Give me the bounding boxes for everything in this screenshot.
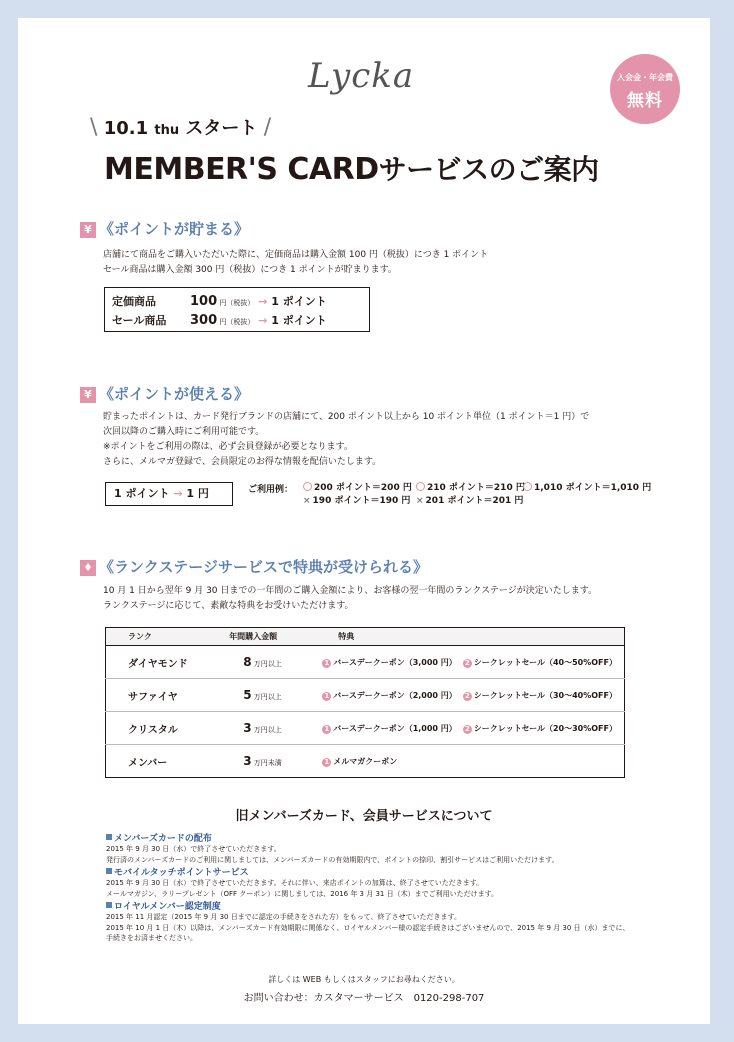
arrow-right-icon: →: [258, 314, 268, 327]
rate-amount: 100: [190, 294, 218, 309]
rank-table: [105, 627, 625, 778]
number-2-icon: 2: [463, 659, 472, 668]
section-heading-rank: [80, 556, 428, 577]
old-sub-heading-text: メンバーズカードの配布: [114, 834, 212, 844]
old-card-section: [106, 831, 630, 944]
number-1-icon: 1: [322, 692, 331, 701]
use-example-ng-2: [416, 493, 523, 506]
table-row: [106, 679, 625, 712]
old-text-line: 発行済のメンバーズカードのご利用に関しましては、メンバーズカードの有効期限内で、ポイントの捺印、割引サービスはご利用いただけます。: [106, 855, 559, 864]
rank-name: クリスタル: [106, 712, 214, 745]
old-sub-heading-text: ロイヤルメンバー認定制度: [114, 902, 221, 912]
use-line-3: ※ポイントをご利用の際は、必ず会員登録が必要となります。: [103, 442, 353, 452]
benefit-text: シークレットセール（20～30%OFF）: [473, 723, 617, 733]
use-example-ok-1: [303, 480, 412, 493]
footer-contact: お問い合わせ：カスタマーサービス 0120-298-707: [243, 993, 485, 1004]
rate-result: 1 ポイント: [271, 295, 327, 308]
benefit-text: シークレットセール（30～40%OFF）: [473, 690, 617, 700]
rank-name: メンバー: [128, 757, 168, 769]
free-badge: [610, 54, 680, 124]
old-text-line: 2015 年 11 月認定（2015 年 9 月 30 日までに認定の手続きをされた方）をもって、終了させていただきます。: [106, 913, 461, 921]
slash-left-decoration: \: [90, 115, 98, 140]
rate-label: セール商品: [112, 314, 167, 327]
old-text-line: 2015 年 9 月 30 日（水）で終了させていただきます。それに伴い、来店ポイントの加算は、終了させていただきます。: [106, 879, 484, 887]
section-heading-use-text: 《ポイントが使える》: [99, 385, 250, 403]
rank-benefits: [308, 646, 624, 679]
number-1-icon: 1: [322, 758, 331, 767]
arrow-right-icon: →: [258, 295, 268, 308]
rank-line-2: ランクステージに応じて、素敵な特典をお受けいただけます。: [103, 601, 354, 611]
square-bullet-icon: [106, 834, 112, 840]
rate-unit: 円（税抜）: [217, 299, 255, 307]
rank-amount-value: 3: [243, 721, 252, 735]
use-examples-label: ご利用例：: [248, 485, 294, 495]
circle-icon: [523, 482, 532, 491]
benefit-text: シークレットセール（40～50%OFF）: [473, 657, 617, 667]
page-title: [104, 148, 599, 188]
section-heading-use: [80, 383, 249, 404]
yen-icon: ¥: [80, 222, 96, 238]
rank-amount: [213, 679, 308, 712]
rank-amount-value: 8: [243, 655, 252, 669]
rank-amount-unit: 万円以上: [251, 660, 282, 668]
old-sub-heading-text: モバイルタッチポイントサービス: [114, 868, 249, 878]
circle-icon: [416, 482, 425, 491]
rank-amount: [213, 745, 308, 778]
old-card-heading: 旧メンバーズカード、会員サービスについて: [235, 809, 493, 824]
rank-name: ダイヤモンド: [106, 646, 214, 679]
benefit-text: バースデークーポン（1,000 円）: [333, 723, 457, 733]
slash-right-decoration: /: [263, 115, 272, 140]
rank-name: サファイヤ: [106, 679, 214, 712]
square-bullet-icon: [106, 868, 112, 874]
use-example-ok-3: [523, 480, 651, 493]
badge-main-text: 無料: [627, 91, 663, 111]
rank-line-1: 10 月 1 日から翌年 9 月 30 日までの一年間のご購入金額により、お客様の翌一年間のランクステージが決定いたします。: [103, 586, 598, 596]
cross-icon: ×: [303, 496, 311, 506]
section-heading-earn: [80, 218, 249, 239]
rank-amount: [213, 646, 308, 679]
earn-rate-sale: [112, 312, 327, 328]
use-example-text: 1,010 ポイント＝1,010 円: [534, 483, 652, 493]
old-sub-heading: [106, 865, 630, 878]
cross-icon: ×: [416, 496, 424, 506]
rank-benefits: [308, 745, 624, 778]
square-bullet-icon: [106, 902, 112, 908]
use-example-text: 210 ポイント＝210 円: [427, 483, 525, 493]
rank-description: [103, 584, 597, 614]
old-text-line: 2015 年 10 月 1 日（木）以降は、メンバーズカード有効期限に関係なく、ロイヤルメンバー様の認定手続きはございませんので、2015 年 9 月 30 日（水）までに、: [106, 923, 630, 932]
old-text-line: 手続きをお済ませください。: [106, 934, 197, 942]
rank-amount: [213, 712, 308, 745]
rank-amount-value: 3: [243, 754, 252, 768]
rank-amount-value: 5: [243, 688, 252, 702]
start-date: [90, 114, 271, 140]
section-heading-rank-text: 《ランクステージサービスで特典が受けられる》: [99, 558, 428, 576]
rank-amount-unit: 万円以上: [251, 726, 282, 734]
rate-result: 1 ポイント: [271, 314, 327, 327]
arrow-right-icon: →: [173, 487, 183, 500]
number-1-icon: 1: [322, 725, 331, 734]
table-row: [106, 646, 625, 679]
use-rate-right: 1 円: [186, 487, 209, 500]
number-1-icon: 1: [322, 659, 331, 668]
old-text-line: メールマガジン、ラリープレゼント（OFF クーポン）に関しましては、2016 年 3 月 31 日（木）までご利用いただけます。: [106, 889, 499, 898]
use-example-ok-2: [416, 480, 525, 493]
use-rate-box: [105, 482, 233, 506]
use-line-2: 次回以降のご購入時にご利用可能です。: [103, 427, 265, 437]
badge-subtext: 入会金・年会費: [617, 73, 673, 82]
rank-amount-unit: 万円未満: [251, 759, 282, 767]
start-label: スタート: [185, 118, 258, 139]
old-sub-heading: [106, 899, 630, 912]
circle-icon: [303, 482, 312, 491]
table-row: [106, 745, 625, 778]
use-rate-left: 1 ポイント: [114, 487, 170, 500]
earn-line-2: セール商品は購入金額 300 円（税抜）につき 1 ポイントが貯まります。: [103, 265, 397, 275]
col-header-amount: 年間購入金額: [213, 628, 308, 646]
benefit-text: メルマガクーポン: [333, 756, 398, 766]
old-sub-heading: [106, 831, 630, 844]
gift-icon: ♦: [80, 560, 96, 576]
use-example-text: 201 ポイント＝201 円: [425, 496, 524, 506]
benefit-text: バースデークーポン（3,000 円）: [333, 657, 457, 667]
rank-benefits: [308, 679, 624, 712]
flyer-page: [18, 18, 710, 1024]
brand-logo: Lycka: [308, 56, 415, 96]
earn-line-1: 店舗にて商品をご購入いただいた際に、定価商品は購入金額 100 円（税抜）につき 1 ポイント: [103, 250, 489, 260]
use-example-text: 190 ポイント＝190 円: [312, 496, 411, 506]
col-header-benefit: 特典: [308, 628, 624, 646]
use-description: [103, 410, 589, 470]
col-header-rank: ランク: [106, 628, 214, 646]
number-2-icon: 2: [463, 725, 472, 734]
page-title-en: MEMBER'S CARD: [104, 152, 379, 187]
use-example-text: 200 ポイント＝200 円: [314, 483, 412, 493]
footer-note: 詳しくは WEB もしくはスタッフにお尋ねください。: [268, 975, 460, 984]
rank-table-header: [106, 628, 625, 646]
use-line-1: 貯まったポイントは、カード発行ブランドの店舗にて、200 ポイント以上から 10 ポイント単位（1 ポイント＝1 円）で: [103, 412, 590, 422]
earn-rate-regular: [112, 293, 327, 309]
rate-label: 定価商品: [112, 295, 156, 308]
number-2-icon: 2: [463, 692, 472, 701]
benefit-text: バースデークーポン（2,000 円）: [333, 690, 457, 700]
table-row: [106, 712, 625, 745]
start-date-day: 10.1: [103, 118, 149, 139]
use-line-4: さらに、メルマガ登録で、会員限定のお得な情報を配信いたします。: [103, 457, 382, 467]
rank-amount-unit: 万円以上: [251, 693, 282, 701]
rank-benefits: [308, 712, 624, 745]
section-heading-earn-text: 《ポイントが貯まる》: [99, 220, 250, 238]
page-title-jp: サービスのご案内: [378, 153, 599, 186]
yen-icon: ¥: [80, 387, 96, 403]
use-example-ng-1: [303, 493, 410, 506]
earn-description: [103, 248, 488, 278]
earn-rate-box: [104, 287, 370, 332]
start-date-weekday: thu: [154, 123, 180, 138]
rate-amount: 300: [190, 313, 218, 328]
rate-unit: 円（税抜）: [217, 318, 255, 326]
old-text-line: 2015 年 9 月 30 日（水）で終了させていただきます。: [106, 845, 281, 853]
